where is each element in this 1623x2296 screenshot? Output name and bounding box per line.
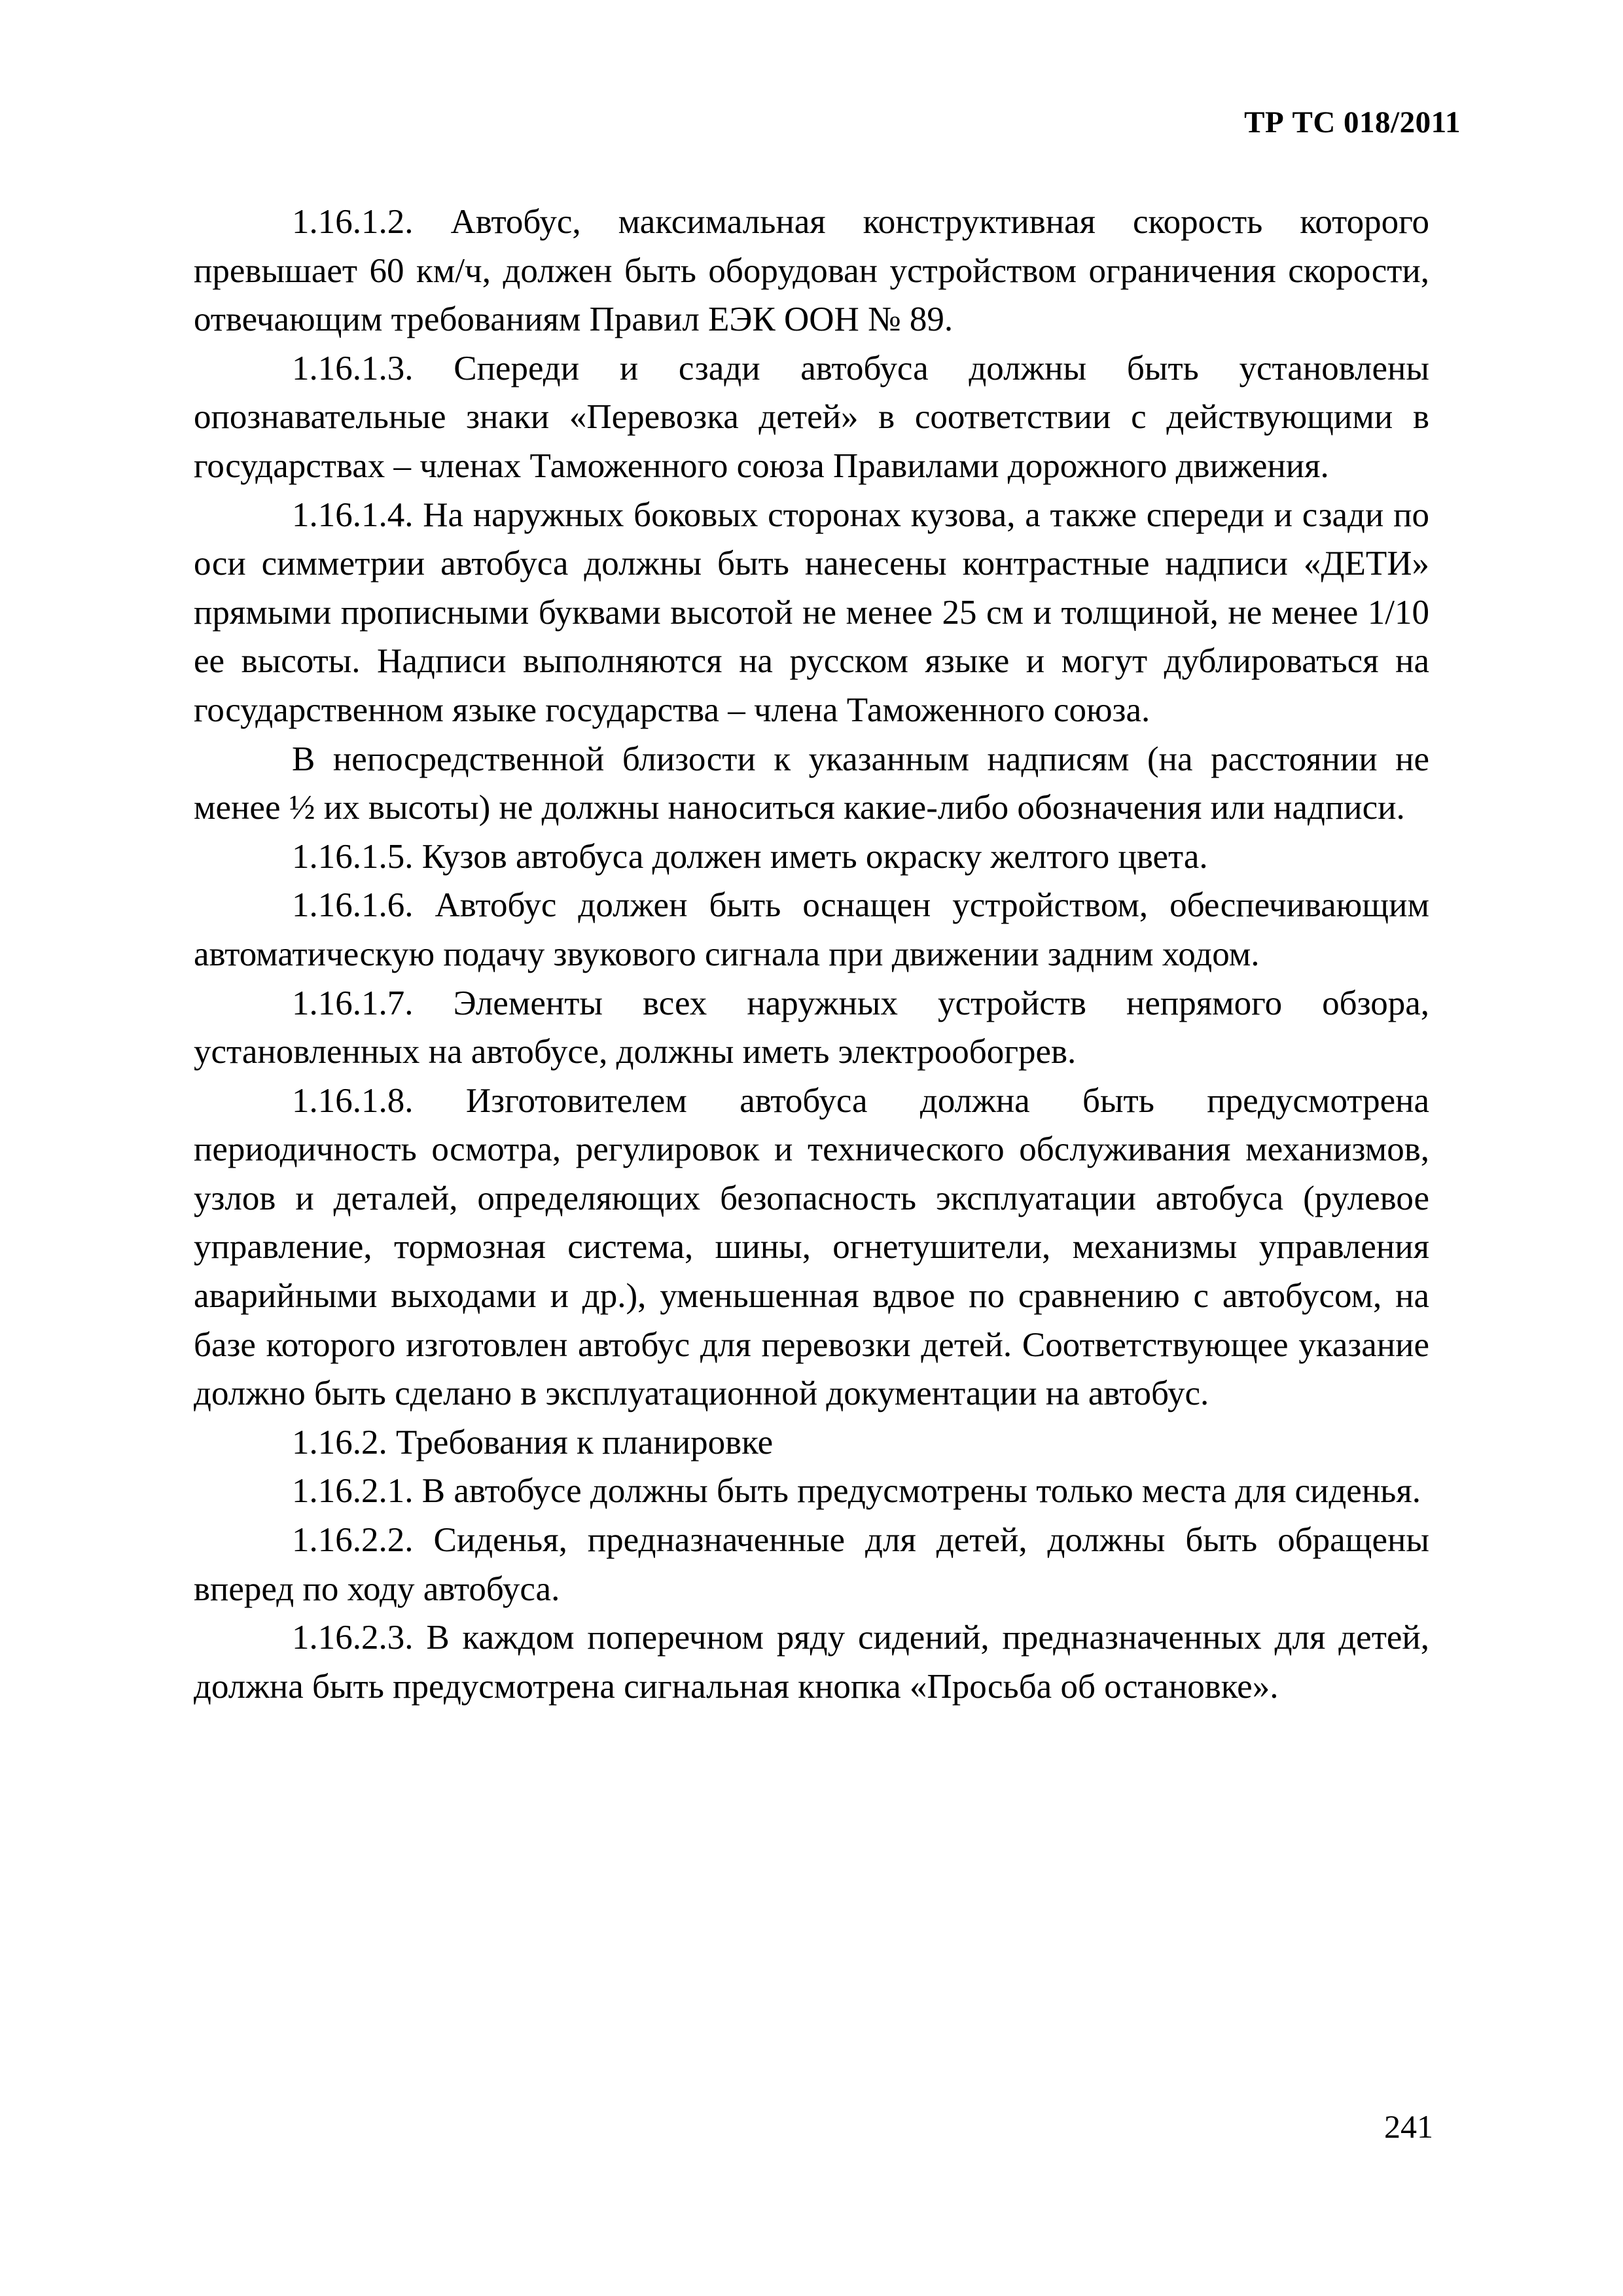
paragraph-1-16-1-5: 1.16.1.5. Кузов автобуса должен иметь окраску желтого цвета.	[292, 837, 1208, 876]
page-number: 241	[1384, 2108, 1433, 2145]
paragraph-1-16-2-2: 1.16.2.2. Сиденья, предназначенные для детей, должны быть обращены вперед по ходу автобуса.	[194, 1521, 1429, 1608]
paragraph-1-16-1-6: 1.16.1.6. Автобус должен быть оснащен устройством, обеспечивающим автоматическую подачу звукового сигнала при движении задним ходом.	[194, 886, 1429, 973]
paragraph-1-16-1-2: 1.16.1.2. Автобус, максимальная конструктивная скорость которого превышает 60 км/ч, должен быть оборудован устройством ограничения скорости, отвечающим требованиям Правил ЕЭК ООН № 89.	[194, 203, 1429, 339]
paragraph-proximity-note: В непосредственной близости к указанным надписям (на расстоянии не менее ½ их высоты) не должны наноситься какие-либо обозначения или надписи.	[194, 740, 1429, 827]
paragraph-1-16-1-4: 1.16.1.4. На наружных боковых сторонах кузова, а также спереди и сзади по оси симметрии автобуса должны быть нанесены контрастные надписи «ДЕТИ» прямыми прописными буквами высотой не менее 25 см и толщиной, не менее 1/10 ее высоты. Надписи выполняются на русском языке и могут дублироваться на государственном языке государства – члена Таможенного союза.	[194, 495, 1429, 729]
paragraph-1-16-2-3: 1.16.2.3. В каждом поперечном ряду сидений, предназначенных для детей, должна быть предусмотрена сигнальная кнопка «Просьба об остановке».	[194, 1619, 1429, 1706]
body-text	[194, 198, 1429, 1711]
paragraph-1-16-2-1: 1.16.2.1. В автобусе должны быть предусмотрены только места для сиденья.	[292, 1472, 1421, 1511]
paragraph-1-16-1-7: 1.16.1.7. Элементы всех наружных устройств непрямого обзора, установленных на автобусе, должны иметь электрообогрев.	[194, 984, 1429, 1071]
paragraph-1-16-1-3: 1.16.1.3. Спереди и сзади автобуса должны быть установлены опознавательные знаки «Перевозка детей» в соответствии с действующими в государствах – членах Таможенного союза Правилами дорожного движения.	[194, 349, 1429, 485]
section-heading-1-16-2: 1.16.2. Требования к планировке	[292, 1423, 774, 1462]
document-code-header: ТР ТС 018/2011	[1244, 105, 1461, 139]
paragraph-1-16-1-8: 1.16.1.8. Изготовителем автобуса должна быть предусмотрена периодичность осмотра, регулировок и технического обслуживания механизмов, узлов и деталей, определяющих безопасность эксплуатации автобуса (рулевое управление, тормозная система, шины, огнетушители, механизмы управления аварийными выходами и др.), уменьшенная вдвое по сравнению с автобусом, на базе которого изготовлен автобус для перевозки детей. Соответствующее указание должно быть сделано в эксплуатационной документации на автобус.	[194, 1081, 1429, 1413]
